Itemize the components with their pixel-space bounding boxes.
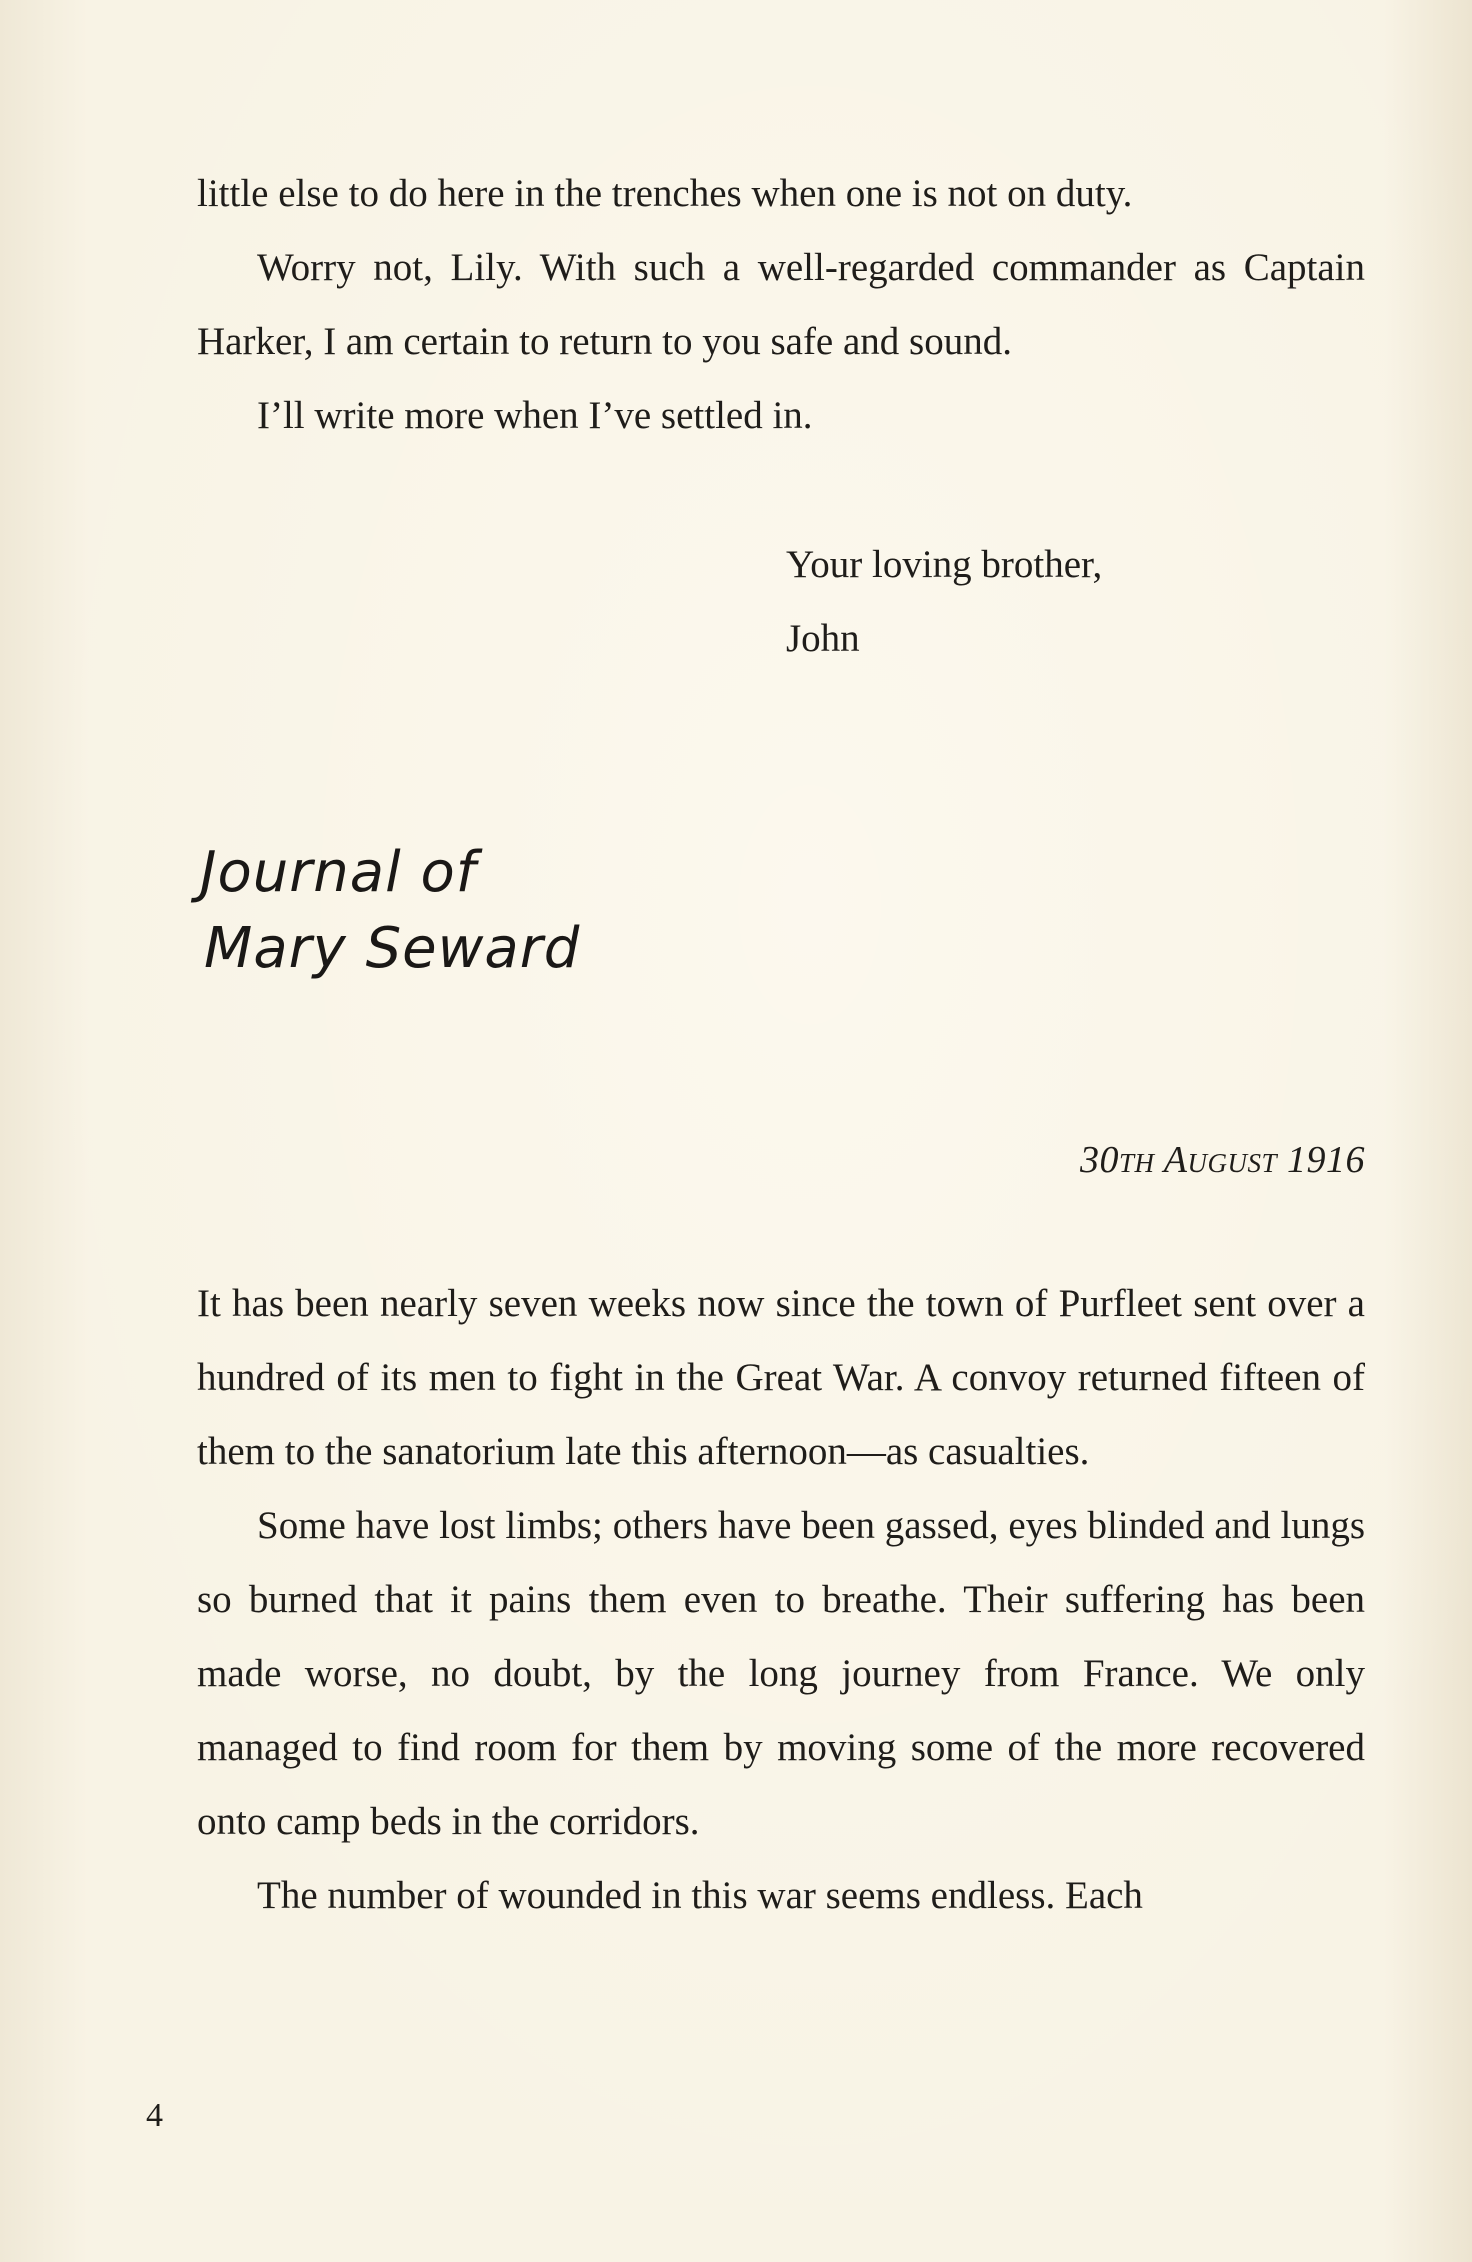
journal-body	[197, 1267, 1365, 1933]
letter-paragraph-continued: little else to do here in the trenches when one is not on duty.	[197, 172, 1133, 215]
journal-paragraph: It has been nearly seven weeks now since the town of Purfleet sent over a hundred of its men to fight in the Great War. A convoy returned fifteen of them to the sanatorium late this afternoon—as casualties.	[197, 1282, 1365, 1473]
letter-paragraph: I’ll write more when I’ve settled in.	[257, 394, 813, 437]
journal-paragraph: The number of wounded in this war seems endless. Each	[257, 1874, 1143, 1917]
page-number: 4	[146, 2097, 163, 2134]
letter-signature: John	[786, 617, 860, 660]
letter-body	[197, 157, 1365, 453]
letter-paragraph: Worry not, Lily. With such a well-regarded commander as Captain Harker, I am certain to return to you safe and sound.	[197, 246, 1365, 363]
journal-heading	[200, 835, 600, 987]
journal-heading-line1: Journal of	[200, 840, 477, 905]
letter-closing: Your loving brother,	[786, 543, 1103, 586]
journal-heading-line2: Mary Seward	[204, 916, 581, 981]
journal-entry-date: 30th August 1916	[1079, 1139, 1365, 1181]
journal-paragraph: Some have lost limbs; others have been gassed, eyes blinded and lungs so burned that it pains them even to breathe. Their suffering has been made worse, no doubt, by the long journey from France. We only managed to find room for them by moving some of the more recovered onto camp beds in the corridors.	[197, 1504, 1365, 1843]
